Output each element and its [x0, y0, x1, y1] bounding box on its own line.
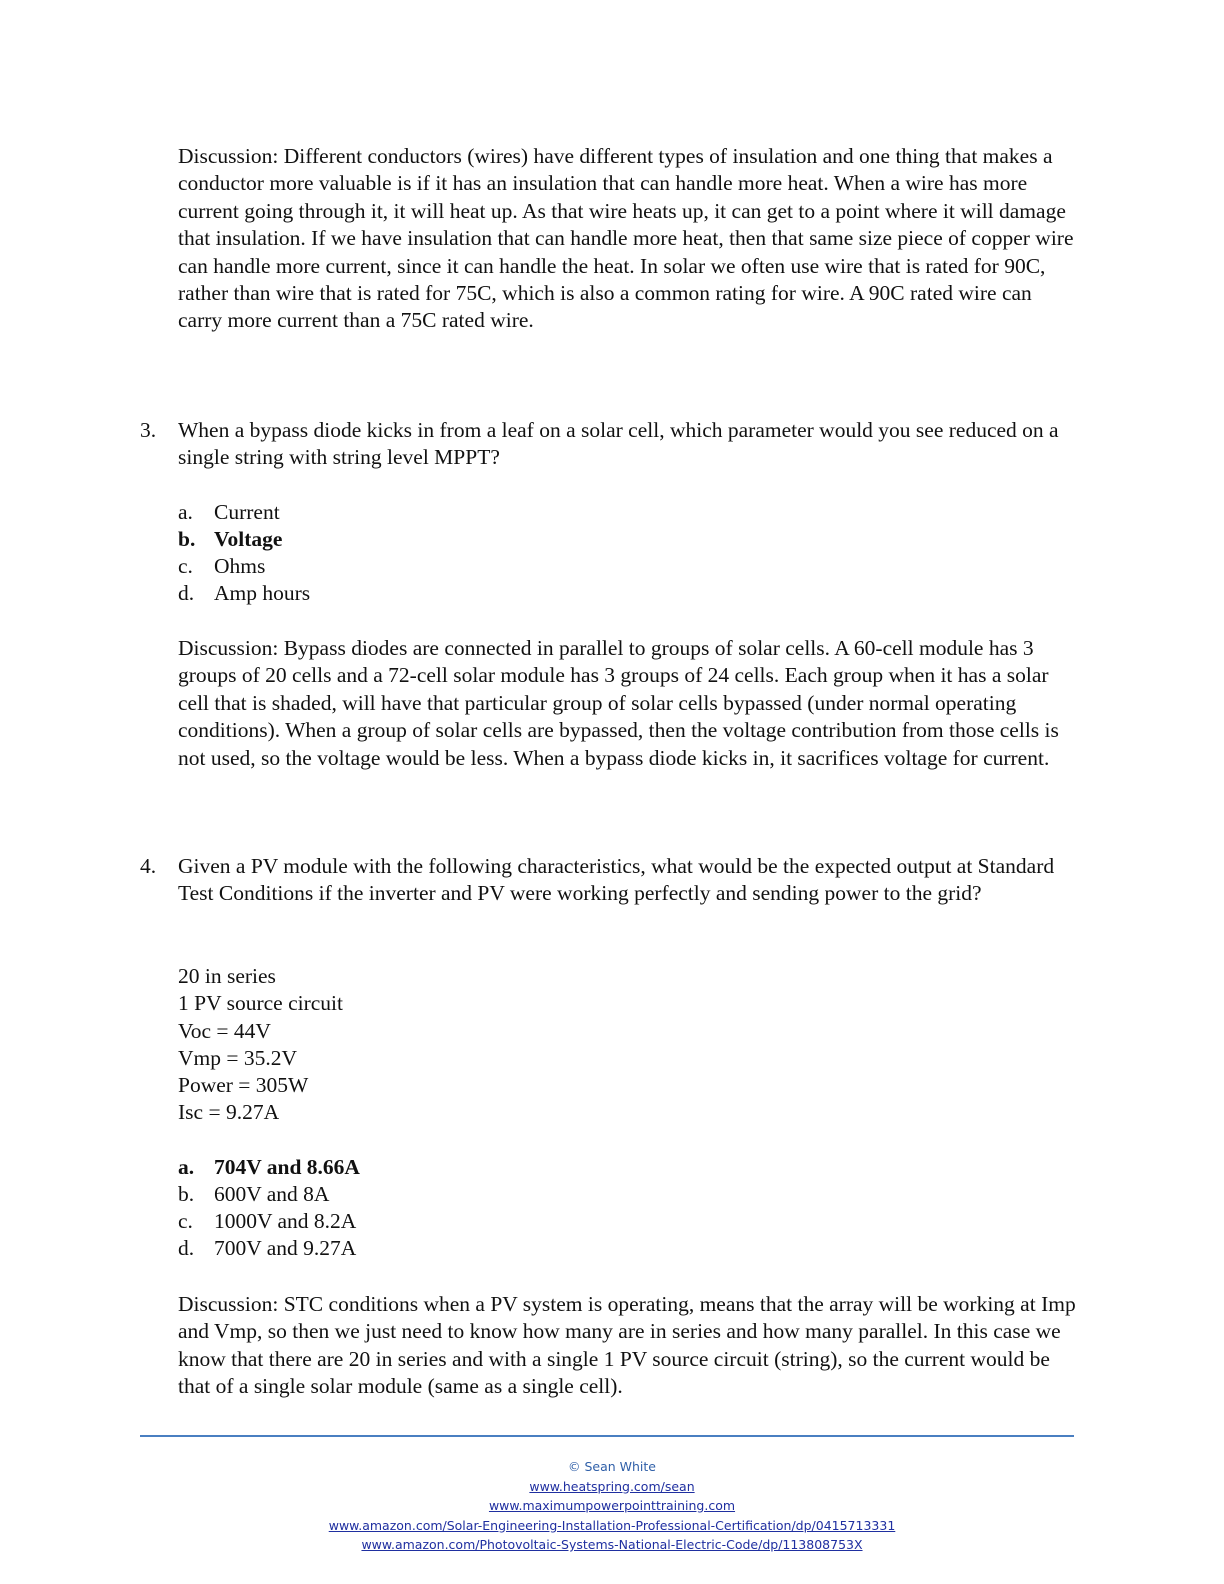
- question-4-number: 4.: [140, 854, 157, 878]
- question-3-text: When a bypass diode kicks in from a leaf on a solar cell, which parameter would you see reduced on a single string with string level MPPT?: [178, 418, 1059, 470]
- param-line: Vmp = 35.2V: [178, 1045, 298, 1070]
- option-text: 600V and 8A: [214, 1182, 330, 1206]
- question-4-text: Given a PV module with the following characteristics, what would be the expected output at Standard Test Conditions if the inverter and PV were working perfectly and sending power to the grid?: [178, 854, 1055, 906]
- option-text: Voltage: [214, 527, 283, 551]
- discussion-q3: Discussion: Bypass diodes are connected in parallel to groups of solar cells. A 60-cell module has 3 groups of 20 cells and a 72-cell solar module has 3 groups of 24 cells. Each group when it has a solar cell that is shaded, will have that particular group of solar cells bypassed (under normal operating conditions). When a group of solar cells are bypassed, then the voltage contribution from those cells is not used, so the voltage would be less. When a bypass diode kicks in, it sacrifices voltage for current.: [178, 636, 1059, 770]
- copyright: © Sean White: [567, 1459, 656, 1474]
- option-text: Amp hours: [214, 581, 311, 605]
- footer-link-heatspring[interactable]: www.heatspring.com/sean: [529, 1478, 695, 1494]
- option-letter: c.: [178, 554, 193, 578]
- param-line: 1 PV source circuit: [178, 991, 343, 1016]
- option-letter: b.: [178, 1182, 195, 1206]
- footer-link-maximumpowerpoint[interactable]: www.maximumpowerpointtraining.com: [488, 1498, 736, 1513]
- question-3-number: 3.: [140, 418, 157, 442]
- param-line: Power = 305W: [178, 1073, 309, 1098]
- option-text: 1000V and 8.2A: [214, 1209, 357, 1233]
- option-text: Ohms: [214, 554, 266, 578]
- param-line: Voc = 44V: [178, 1018, 271, 1043]
- option-text: Current: [214, 500, 280, 524]
- param-line: Isc = 9.27A: [178, 1100, 280, 1125]
- option-letter: d.: [178, 581, 195, 605]
- option-text: 704V and 8.66A: [214, 1155, 360, 1179]
- footer-divider: [140, 1435, 1074, 1437]
- footer: [0, 1457, 1224, 1555]
- footer-link-amazon-solar-book[interactable]: www.amazon.com/Solar-Engineering-Installation-Professional-Certification/dp/0415713331: [328, 1517, 896, 1533]
- option-letter: a.: [178, 500, 193, 524]
- footer-link-amazon-pv-nec-book[interactable]: www.amazon.com/Photovoltaic-Systems-National-Electric-Code/dp/113808753X: [361, 1537, 863, 1552]
- option-text: 700V and 9.27A: [214, 1236, 357, 1260]
- discussion-q4: Discussion: STC conditions when a PV system is operating, means that the array will be working at Imp and Vmp, so then we just need to know how many are in series and how many parallel. In this case we know that there are 20 in series and with a single 1 PV source circuit (string), so the current would be that of a single solar module (same as a single cell).: [178, 1292, 1076, 1399]
- discussion-q2: Discussion: Different conductors (wires) have different types of insulation and one thing that makes a conductor more valuable is if it has an insulation that can handle more heat. When a wire has more current going through it, it will heat up. As that wire heats up, it can get to a point where it will damage that insulation. If we have insulation that can handle more heat, then that same size piece of copper wire can handle more current, since it can handle the heat. In solar we often use wire that is rated for 90C, rather than wire that is rated for 75C, which is also a common rating for wire. A 90C rated wire can carry more current than a 75C rated wire.: [178, 144, 1074, 333]
- option-letter: b.: [178, 527, 196, 551]
- option-letter: c.: [178, 1209, 193, 1233]
- module-characteristics: [178, 963, 343, 1127]
- param-line: 20 in series: [178, 964, 276, 988]
- option-letter: d.: [178, 1236, 195, 1260]
- option-letter: a.: [178, 1155, 195, 1179]
